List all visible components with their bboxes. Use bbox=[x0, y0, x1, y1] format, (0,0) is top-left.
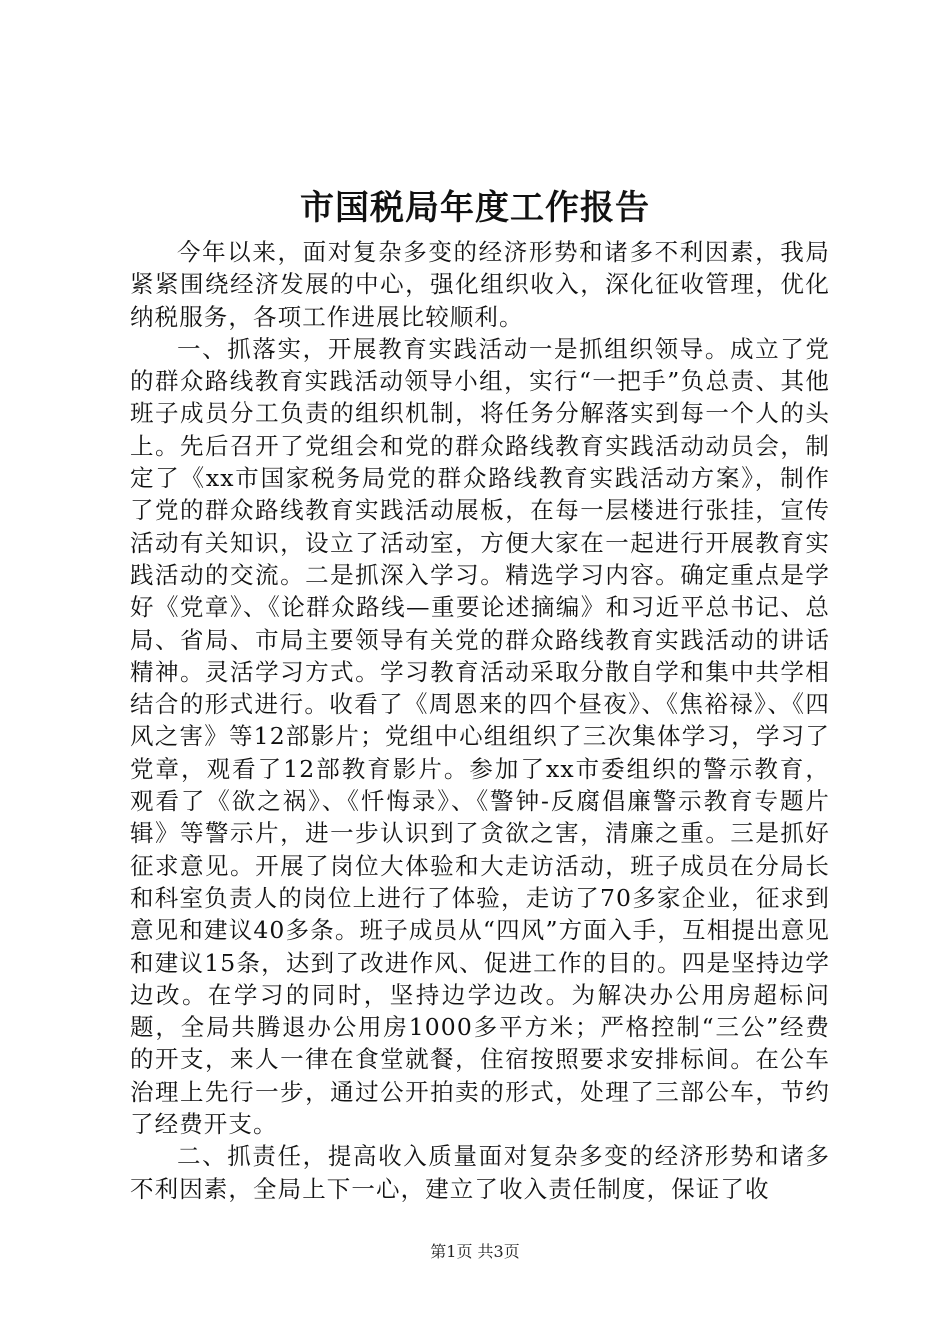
page-footer: 第1页 共3页 bbox=[430, 1242, 520, 1261]
document-title: 市国税局年度工作报告 bbox=[300, 188, 650, 228]
paragraph-section-one: 一、抓落实，开展教育实践活动一是抓组织领导。成立了党的群众路线教育实践活动领导小组，实行“一把手”负总责、其他班子成员分工负责的组织机制，将任务分解落实到每一个人的头上。先后召开了党组会和党的群众路线教育实践活动动员会，制定了《xx市国家税务局党的群众路线教育实践活动方案》，制作了党的群众路线教育实践活动展板，在每一层楼进行张挂，宣传活动有关知识，设立了活动室，方便大家在一起进行开展教育实践活动的交流。二是抓深入学习。精选学习内容。确定重点是学好《党章》、《论群众路线—重要论述摘编》和习近平总书记、总局、省局、市局主要领导有关党的群众路线教育实践活动的讲话精神。灵活学习方式。学习教育活动采取分散自学和集中共学相结合的形式进行。收看了《周恩来的四个昼夜》、《焦裕禄》、《四风之害》等12部影片；党组中心组组织了三次集体学习，学习了党章，观看了12部教育影片。参加了xx市委组织的警示教育，观看了《欲之祸》、《忏悔录》、《警钟-反腐倡廉警示教育专题片辑》等警示片，进一步认识到了贪欲之害，清廉之重。三是抓好征求意见。开展了岗位大体验和大走访活动，班子成员在分局长和科室负责人的岗位上进行了体验，走访了70多家企业，征求到意见和建议40多条。班子成员从“四风”方面入手，互相提出意见和建议15条，达到了改进作风、促进工作的目的。四是坚持边学边改。在学习的同时，坚持边学边改。为解决办公用房超标问题，全局共腾退办公用房1000多平方米；严格控制“三公”经费的开支，来人一律在食堂就餐，住宿按照要求安排标间。在公车治理上先行一步，通过公开拍卖的形式，处理了三部公车，节约了经费开支。 bbox=[130, 334, 830, 1139]
paragraph-section-two: 二、抓责任，提高收入质量面对复杂多变的经济形势和诸多不利因素，全局上下一心，建立了收入责任制度，保证了收 bbox=[130, 1142, 830, 1203]
document-body bbox=[130, 236, 830, 1205]
paragraph-intro: 今年以来，面对复杂多变的经济形势和诸多不利因素，我局紧紧围绕经济发展的中心，强化组织收入，深化征收管理，优化纳税服务，各项工作进展比较顺利。 bbox=[130, 238, 830, 331]
